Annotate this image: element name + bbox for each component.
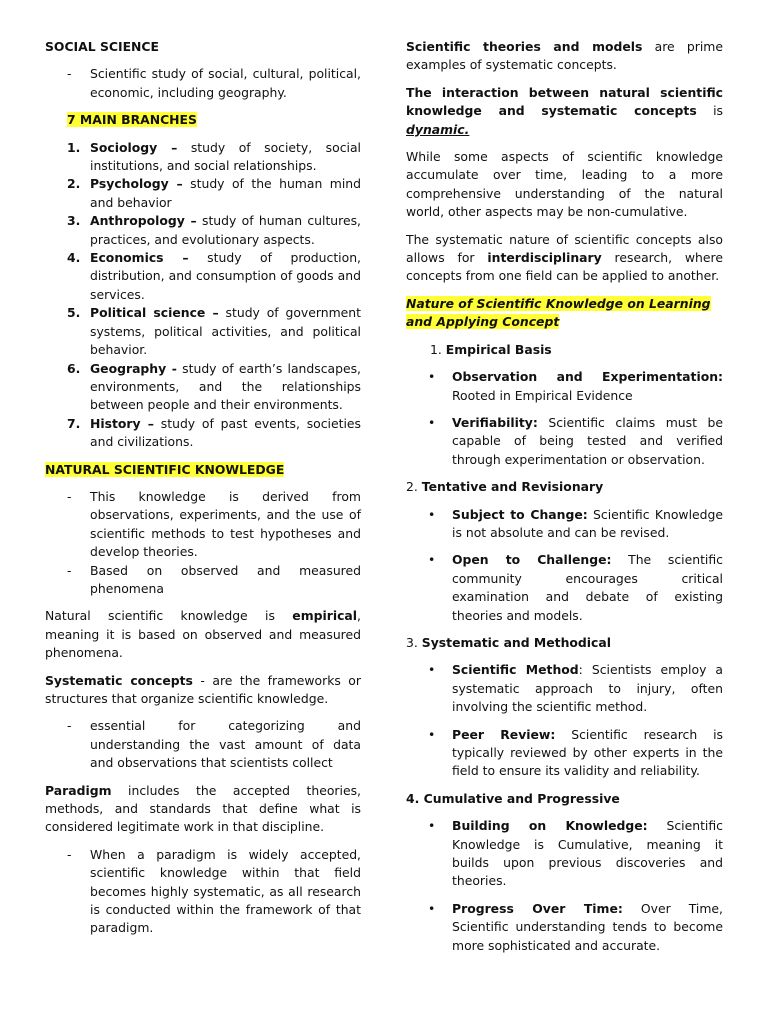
branch-item bbox=[45, 415, 361, 452]
item-term: Open to Challenge: bbox=[452, 552, 612, 568]
branch-item bbox=[45, 304, 361, 359]
nsk-point: This knowledge is derived from observations, experiments, and the use of scientific methods to test hypotheses and develop theories. bbox=[90, 488, 361, 560]
bullet-marker: • bbox=[428, 506, 436, 522]
interaction-emphasis: dynamic. bbox=[406, 121, 470, 137]
empirical-term: empirical bbox=[292, 608, 358, 624]
nsk-heading-highlight: NATURAL SCIENTIFIC KNOWLEDGE bbox=[45, 461, 285, 477]
branch-desc: study of earth’s landscapes, environments, and the relationships between people and their environments. bbox=[90, 360, 361, 413]
nsk-heading bbox=[45, 461, 361, 479]
paradigm-post: includes the accepted theories, methods, and standards that define what is considered legitimate work in that discipline. bbox=[45, 782, 361, 835]
branch-term: Economics – bbox=[90, 250, 189, 266]
nature-heading-text: Nature of Scientific Knowledge on Learning and Applying Concept bbox=[406, 295, 711, 330]
nsk-point: Based on observed and measured phenomena bbox=[90, 562, 361, 596]
branch-desc: study of production, distribution, and consumption of goods and services. bbox=[90, 250, 361, 302]
interdisc-term: interdisciplinary bbox=[487, 250, 602, 266]
bullet-marker: • bbox=[428, 552, 436, 568]
branch-item bbox=[45, 212, 361, 249]
systematic-points-list bbox=[45, 717, 361, 772]
nsk-points-list bbox=[45, 488, 361, 598]
section-number: 1. bbox=[430, 341, 446, 357]
interdisc-post: research, where concepts from one field can be applied to another. bbox=[406, 250, 723, 284]
item-desc: Scientific research is typically reviewed by other experts in the field to ensure its validity and reliability. bbox=[452, 726, 723, 779]
paradigm-point: When a paradigm is widely accepted, scientific knowledge within that field becomes highly systematic, as all research is conducted within the framework of that paradigm. bbox=[90, 846, 361, 936]
list-item bbox=[45, 717, 361, 772]
branch-term: Anthropology – bbox=[90, 213, 197, 229]
branch-number: 6. bbox=[67, 360, 81, 376]
theories-paragraph bbox=[406, 38, 723, 75]
item-term: Building on Knowledge: bbox=[452, 818, 648, 834]
bullet-marker: • bbox=[428, 818, 436, 834]
paradigm-paragraph bbox=[45, 782, 361, 837]
cumulative-list bbox=[406, 817, 723, 955]
list-item bbox=[406, 726, 723, 781]
branches-list bbox=[45, 139, 361, 452]
right-column bbox=[406, 38, 723, 964]
branch-term: Psychology – bbox=[90, 176, 183, 192]
branch-item bbox=[45, 175, 361, 212]
social-science-intro-list bbox=[45, 65, 361, 102]
interaction-mid: is bbox=[696, 103, 723, 119]
list-item bbox=[406, 551, 723, 625]
section-number: 4. bbox=[406, 790, 424, 806]
paradigm-term: Paradigm bbox=[45, 782, 112, 798]
section-number: 3. bbox=[406, 634, 422, 650]
branch-number: 4. bbox=[67, 250, 81, 266]
item-term: Scientific Method bbox=[452, 662, 579, 678]
branch-number: 2. bbox=[67, 176, 81, 192]
paradigm-points-list bbox=[45, 846, 361, 938]
section-title: Tentative and Revisionary bbox=[421, 479, 604, 495]
branch-desc: study of society, social institutions, and social relationships. bbox=[90, 139, 361, 174]
section-heading-cumulative bbox=[406, 790, 723, 808]
interdisciplinary-paragraph bbox=[406, 231, 723, 286]
item-desc: The scientific community encourages critical examination and debate of existing theories and models. bbox=[452, 552, 723, 623]
branch-term: History – bbox=[90, 415, 154, 431]
systematic-point: essential for categorizing and understanding the vast amount of data and observations that scientists collect bbox=[90, 718, 361, 771]
branch-item bbox=[45, 139, 361, 176]
branch-desc: study of government systems, political activities, and political behavior. bbox=[90, 305, 361, 358]
dash-marker: - bbox=[67, 846, 72, 862]
item-term: Observation and Experimentation: bbox=[452, 369, 723, 385]
theories-term: Scientific theories and models bbox=[406, 39, 643, 54]
branches-heading-highlight: 7 MAIN BRANCHES bbox=[67, 112, 197, 128]
social-science-intro: Scientific study of social, cultural, political, economic, including geography. bbox=[90, 66, 361, 100]
dash-marker: - bbox=[67, 562, 72, 578]
social-science-title: SOCIAL SCIENCE bbox=[45, 39, 159, 54]
branch-number: 1. bbox=[67, 139, 81, 155]
list-item bbox=[406, 900, 723, 955]
item-desc: : Scientists employ a systematic approach to injury, often involving the scientific method. bbox=[452, 662, 723, 715]
list-item bbox=[45, 562, 361, 599]
left-column bbox=[45, 38, 361, 947]
empirical-post: , meaning it is based on observed and measured phenomena. bbox=[45, 608, 361, 661]
bullet-marker: • bbox=[428, 662, 436, 678]
section-heading-systematic bbox=[406, 634, 723, 652]
item-desc: Scientific claims must be capable of being tested and verified through experimentation or observation. bbox=[452, 414, 723, 467]
section-heading-empirical bbox=[430, 341, 723, 359]
branch-term: Political science – bbox=[90, 305, 219, 321]
section-title: Cumulative and Progressive bbox=[423, 790, 620, 806]
systematic-post: - are the frameworks or structures that organize scientific knowledge. bbox=[45, 672, 361, 706]
bullet-marker: • bbox=[428, 414, 436, 430]
item-term: Peer Review: bbox=[452, 726, 556, 742]
branch-desc: study of the human mind and behavior bbox=[90, 176, 361, 210]
systematic-paragraph bbox=[45, 672, 361, 709]
branch-desc: study of past events, societies and civilizations. bbox=[90, 415, 361, 450]
interdisc-pre: The systematic nature of scientific concepts also allows for bbox=[406, 231, 723, 266]
bullet-marker: • bbox=[428, 726, 436, 742]
list-item bbox=[45, 488, 361, 562]
empirical-list bbox=[406, 368, 723, 469]
list-item bbox=[45, 846, 361, 938]
section-title: Systematic and Methodical bbox=[421, 634, 611, 650]
branch-item bbox=[45, 249, 361, 304]
list-item bbox=[406, 506, 723, 543]
section-heading-tentative bbox=[406, 478, 723, 496]
dash-marker: - bbox=[67, 488, 72, 504]
item-term: Subject to Change: bbox=[452, 506, 588, 522]
branches-heading bbox=[67, 111, 361, 129]
cumulative-paragraph: While some aspects of scientific knowledge accumulate over time, leading to a more comprehensive understanding of the natural world, other aspects may be non-cumulative. bbox=[406, 149, 723, 220]
branch-item bbox=[45, 360, 361, 415]
branch-number: 7. bbox=[67, 415, 81, 431]
bullet-marker: • bbox=[428, 900, 436, 916]
tentative-list bbox=[406, 506, 723, 625]
systematic-list bbox=[406, 661, 723, 780]
theories-post: are prime examples of systematic concepts. bbox=[406, 39, 723, 73]
interaction-paragraph bbox=[406, 84, 723, 139]
branch-number: 3. bbox=[67, 213, 81, 229]
list-item bbox=[45, 65, 361, 102]
item-desc: Scientific Knowledge is Cumulative, meaning it builds upon previous discoveries and theories. bbox=[452, 818, 723, 889]
empirical-paragraph bbox=[45, 607, 361, 662]
bullet-marker: • bbox=[428, 369, 436, 385]
list-item bbox=[406, 414, 723, 469]
item-desc: Scientific Knowledge is not absolute and can be revised. bbox=[452, 506, 723, 540]
nature-heading bbox=[406, 295, 723, 332]
interaction-term: The interaction between natural scientific knowledge and systematic concepts bbox=[406, 84, 723, 119]
branch-desc: study of human cultures, practices, and evolutionary aspects. bbox=[90, 213, 361, 247]
branch-term: Geography - bbox=[90, 360, 177, 376]
item-term: Progress Over Time: bbox=[452, 900, 623, 916]
list-item bbox=[406, 661, 723, 716]
branch-term: Sociology – bbox=[90, 139, 178, 155]
list-item bbox=[406, 368, 723, 405]
branch-number: 5. bbox=[67, 305, 81, 321]
item-desc: Over Time, Scientific understanding tends to become more sophisticated and accurate. bbox=[452, 900, 723, 953]
item-desc: Rooted in Empirical Evidence bbox=[452, 387, 633, 403]
systematic-term: Systematic concepts bbox=[45, 672, 193, 688]
item-term: Verifiability: bbox=[452, 414, 538, 430]
list-item bbox=[406, 817, 723, 891]
dash-marker: - bbox=[67, 718, 72, 734]
section-title: Empirical Basis bbox=[445, 341, 552, 357]
section-number: 2. bbox=[406, 479, 422, 495]
empirical-pre: Natural scientific knowledge is bbox=[45, 608, 293, 624]
dash-marker: - bbox=[67, 66, 72, 82]
